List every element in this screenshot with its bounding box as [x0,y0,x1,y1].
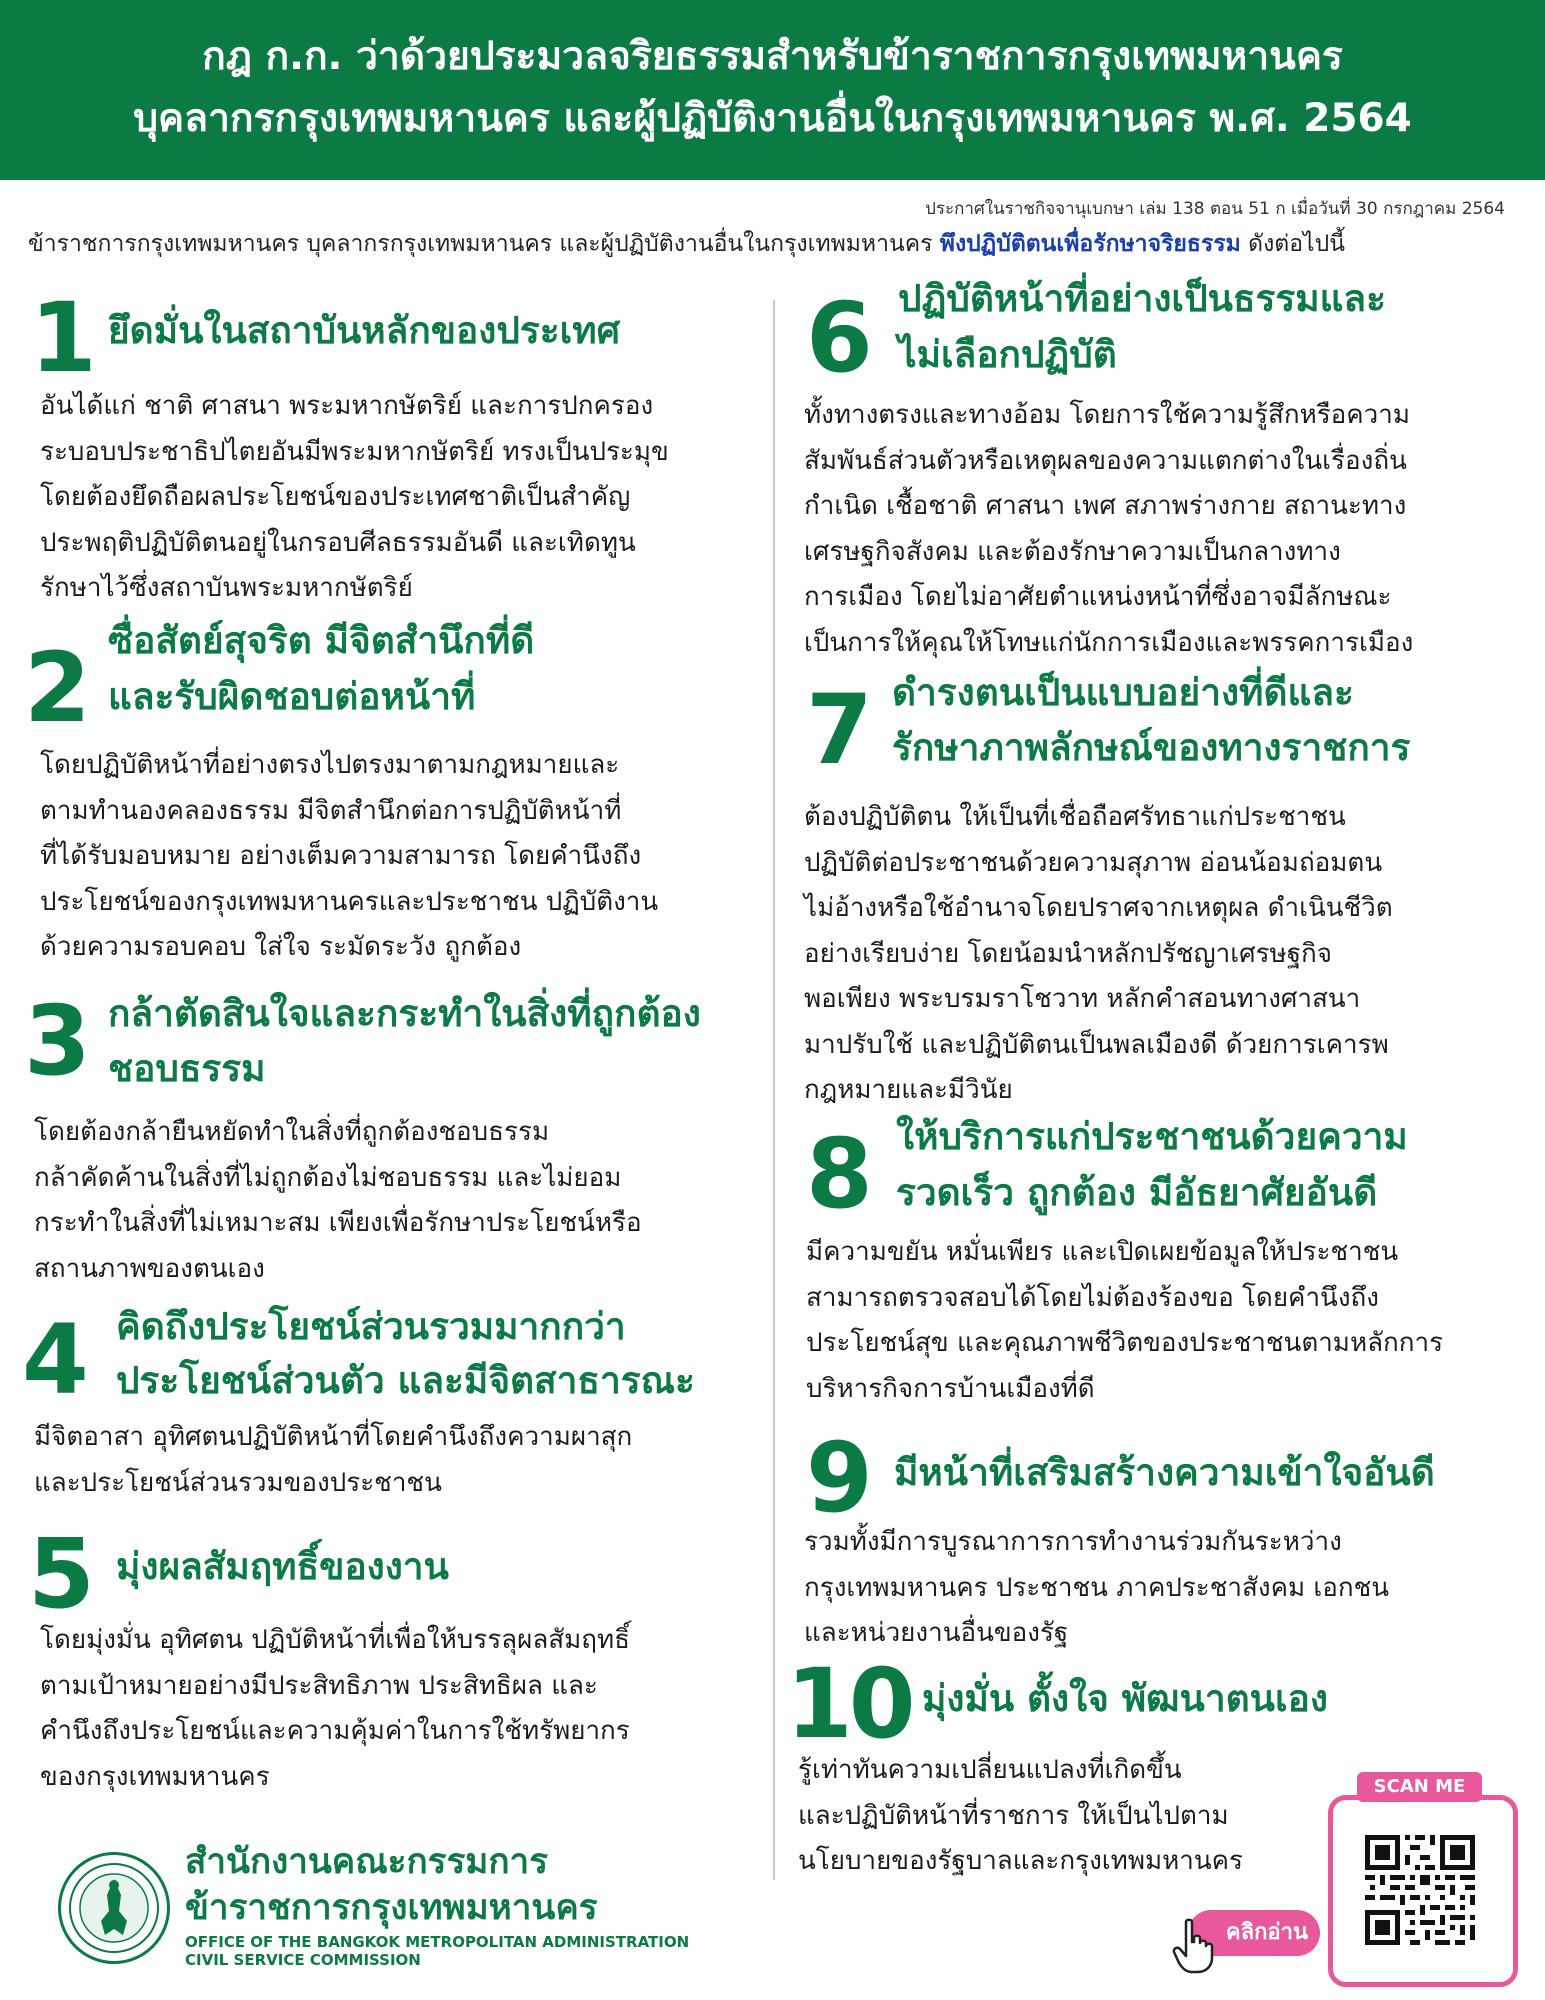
body-line: และหน่วยงานอื่นของรัฐ [804,1618,1069,1648]
section-body [804,393,1413,666]
section-number: 4 [22,1304,85,1416]
intro-before: ข้าราชการกรุงเทพมหานคร บุคลากรกรุงเทพมหานคร และผู้ปฏิบัติงานอื่นในกรุงเทพมหานคร [28,231,940,257]
section-title: รักษาภาพลักษณ์ของทางราชการ [892,726,1411,769]
section-title: ชอบธรรม [108,1047,266,1090]
body-line: ประโยชน์ของกรุงเทพมหานครและประชาชน ปฏิบัติงาน [40,886,659,917]
body-line: ด้วยความรอบคอบ ใส่ใจ ระมัดระวัง ถูกต้อง [40,932,522,962]
body-line: สามารถตรวจสอบได้โดยไม่ต้องร้องขอ โดยคำนึงถึง [806,1282,1379,1313]
scan-me-label: SCAN ME [1357,1772,1482,1802]
section-number: 2 [24,632,87,744]
body-line: โดยปฏิบัติหน้าที่อย่างตรงไปตรงมาตามกฎหมายและ [40,750,620,780]
body-line: ของกรุงเทพมหานคร [40,1761,270,1792]
body-line: ปฏิบัติต่อประชาชนด้วยความสุภาพ อ่อนน้อมถ่อมตน [804,847,1383,878]
body-line: โดยต้องยึดถือผลประโยชน์ของประเทศชาติเป็นสำคัญ [40,482,631,512]
body-line: กฎหมายและมีวินัย [804,1075,1013,1105]
body-line: รักษาไว้ซึ่งสถาบันพระมหากษัตริย์ [40,573,413,603]
body-line: และประโยชน์ส่วนรวมของประชาชน [34,1467,442,1498]
section-title: ซื่อสัตย์สุจริต มีจิตสำนึกที่ดี [108,619,535,662]
body-line: เป็นการให้คุณให้โทษแก่นักการเมืองและพรรคการเมือง [804,627,1414,658]
section-body [40,384,669,612]
section-body [804,795,1393,1114]
body-line: ตามทำนองคลองธรรม มีจิตสำนึกต่อการปฏิบัติหน้าที่ [40,795,622,826]
org-name-en-line2: CIVIL SERVICE COMMISSION [185,1951,421,1969]
intro-text [28,226,1345,262]
bma-seal-graphic [61,1855,167,1961]
body-line: มีความขยัน หมั่นเพียร และเปิดเผยข้อมูลให้ประชาชน [806,1237,1399,1267]
section-body [40,743,658,971]
section-number: 7 [806,674,869,786]
body-line: นโยบายของรัฐบาลและกรุงเทพมหานคร [798,1846,1243,1876]
body-line: และปฏิบัติหน้าที่ราชการ ให้เป็นไปตาม [798,1800,1229,1831]
body-line: เศรษฐกิจสังคม และต้องรักษาความเป็นกลางทาง [804,536,1341,567]
header-banner [0,0,1545,180]
intro-highlight: พึงปฏิบัติตนเพื่อรักษาจริยธรรม [939,231,1241,257]
section-title: รวดเร็ว ถูกต้อง มีอัธยาศัยอันดี [896,1171,1378,1214]
section-title: ดำรงตนเป็นแบบอย่างที่ดีและ [892,671,1354,714]
body-line: สัมพันธ์ส่วนตัวหรือเหตุผลของความแตกต่างในเรื่องถิ่น [804,445,1407,476]
section-number: 3 [24,985,87,1097]
body-line: บริหารกิจการบ้านเมืองที่ดี [806,1373,1095,1404]
body-line: รวมทั้งมีการบูรณาการการทำงานร่วมกันระหว่าง [804,1527,1342,1557]
section-title: คิดถึงประโยชน์ส่วนรวมมากกว่า [116,1305,626,1348]
section-title: มีหน้าที่เสริมสร้างความเข้าใจอันดี [894,1451,1435,1494]
header-title-line2: บุคลากรกรุงเทพมหานคร และผู้ปฏิบัติงานอื่นในกรุงเทพมหานคร พ.ศ. 2564 [133,96,1412,141]
body-line: คำนึงถึงประโยชน์และความคุ้มค่าในการใช้ทรัพยากร [40,1716,630,1746]
section-body [804,1520,1389,1657]
body-line: ไม่อ้างหรือใช้อำนาจโดยปราศจากเหตุผล ดำเนินชีวิต [804,893,1393,923]
section-title: ปฏิบัติหน้าที่อย่างเป็นธรรมและ [898,277,1386,320]
header-title-line1: กฎ ก.ก. ว่าด้วยประมวลจริยธรรมสำหรับข้าราชการกรุงเทพมหานคร [202,34,1343,79]
publication-note: ประกาศในราชกิจจานุเบกษา เล่ม 138 ตอน 51 ก เมื่อวันที่ 30 กรกฎาคม 2564 [925,199,1505,219]
section-number: 10 [786,1648,912,1760]
section-title: มุ่งมั่น ตั้งใจ พัฒนาตนเอง [922,1677,1328,1720]
body-line: ต้องปฏิบัติตน ให้เป็นที่เชื่อถือศรัทธาแก่ประชาชน [804,802,1346,832]
section-number: 5 [28,1518,91,1630]
section-body [40,1618,630,1800]
qr-code-icon[interactable] [1360,1830,1480,1950]
section-title: ยึดมั่นในสถาบันหลักของประเทศ [108,309,621,352]
org-name-th-line1: สำนักงานคณะกรรมการ [185,1842,548,1882]
body-line: มีจิตอาสา อุทิศตนปฏิบัติหน้าที่โดยคำนึงถึงความผาสุก [34,1422,633,1452]
body-line: รู้เท่าทันความเปลี่ยนแปลงที่เกิดขึ้น [798,1755,1182,1785]
section-title: ให้บริการแก่ประชาชนด้วยความ [896,1115,1408,1158]
body-line: โดยมุ่งมั่น อุทิศตน ปฏิบัติหน้าที่เพื่อให้บรรลุผลสัมฤทธิ์ [40,1625,631,1655]
body-line: พอเพียง พระบรมราโชวาท หลักคำสอนทางศาสนา [804,984,1361,1014]
hand-pointer-graphic [1172,1918,1218,1974]
intro-after: ดังต่อไปนี้ [1240,231,1345,257]
section-body [806,1230,1443,1412]
click-read-button[interactable]: คลิกอ่าน [1188,1910,1320,1956]
body-line: อย่างเรียบง่าย โดยน้อมนำหลักปรัชญาเศรษฐกิจ [804,938,1333,969]
section-number: 9 [806,1422,869,1534]
column-divider [773,300,775,1880]
body-line: ประพฤติปฏิบัติตนอยู่ในกรอบศีลธรรมอันดี และเทิดทูน [40,527,636,558]
body-line: กระทำในสิ่งที่ไม่เหมาะสม เพียงเพื่อรักษาประโยชน์หรือ [34,1208,642,1238]
hand-pointer-icon [1172,1918,1218,1974]
section-title: กล้าตัดสินใจและกระทำในสิ่งที่ถูกต้อง [108,992,701,1035]
body-line: การเมือง โดยไม่อาศัยตำแหน่งหน้าที่ซึ่งอาจมีลักษณะ [804,582,1392,612]
body-line: ประโยชน์สุข และคุณภาพชีวิตของประชาชนตามหลักการ [806,1328,1444,1358]
body-line: กล้าคัดค้านในสิ่งที่ไม่ถูกต้องไม่ชอบธรรม และไม่ยอม [34,1162,622,1193]
body-line: ทั้งทางตรงและทางอ้อม โดยการใช้ความรู้สึกหรือความ [804,400,1411,430]
section-number: 6 [806,282,869,394]
qr-code-graphic [1360,1830,1480,1950]
bma-seal-icon [58,1852,170,1964]
body-line: กำเนิด เชื้อชาติ ศาสนา เพศ สภาพร่างกาย สถานะทาง [804,491,1407,521]
section-body [34,1415,632,1506]
org-name-th-line2: ข้าราชการกรุงเทพมหานคร [185,1888,598,1928]
body-line: มาปรับใช้ และปฏิบัติตนเป็นพลเมืองดี ด้วยการเคารพ [804,1029,1389,1060]
body-line: สถานภาพของตนเอง [34,1253,265,1284]
body-line: โดยต้องกล้ายืนหยัดทำในสิ่งที่ถูกต้องชอบธรรม [34,1117,550,1147]
section-title: ไม่เลือกปฏิบัติ [898,333,1117,376]
section-title: มุ่งผลสัมฤทธิ์ของงาน [116,1545,449,1588]
body-line: อันได้แก่ ชาติ ศาสนา พระมหากษัตริย์ และการปกครอง [40,391,654,421]
section-number: 1 [30,282,93,394]
section-title: ประโยชน์ส่วนตัว และมีจิตสาธารณะ [116,1359,695,1402]
body-line: กรุงเทพมหานคร ประชาชน ภาคประชาสังคม เอกชน [804,1572,1390,1603]
body-line: ระบอบประชาธิปไตยอันมีพระมหากษัตริย์ ทรงเป็นประมุข [40,436,669,467]
org-name-en-line1: OFFICE OF THE BANGKOK METROPOLITAN ADMINISTRATION [185,1933,690,1951]
section-number: 8 [806,1118,869,1230]
body-line: ตามเป้าหมายอย่างมีประสิทธิภาพ ประสิทธิผล และ [40,1670,598,1701]
body-line: ที่ได้รับมอบหมาย อย่างเต็มความสามารถ โดยคำนึงถึง [40,841,642,871]
section-title: และรับผิดชอบต่อหน้าที่ [108,675,476,718]
section-body [798,1748,1243,1885]
section-body [34,1110,642,1292]
